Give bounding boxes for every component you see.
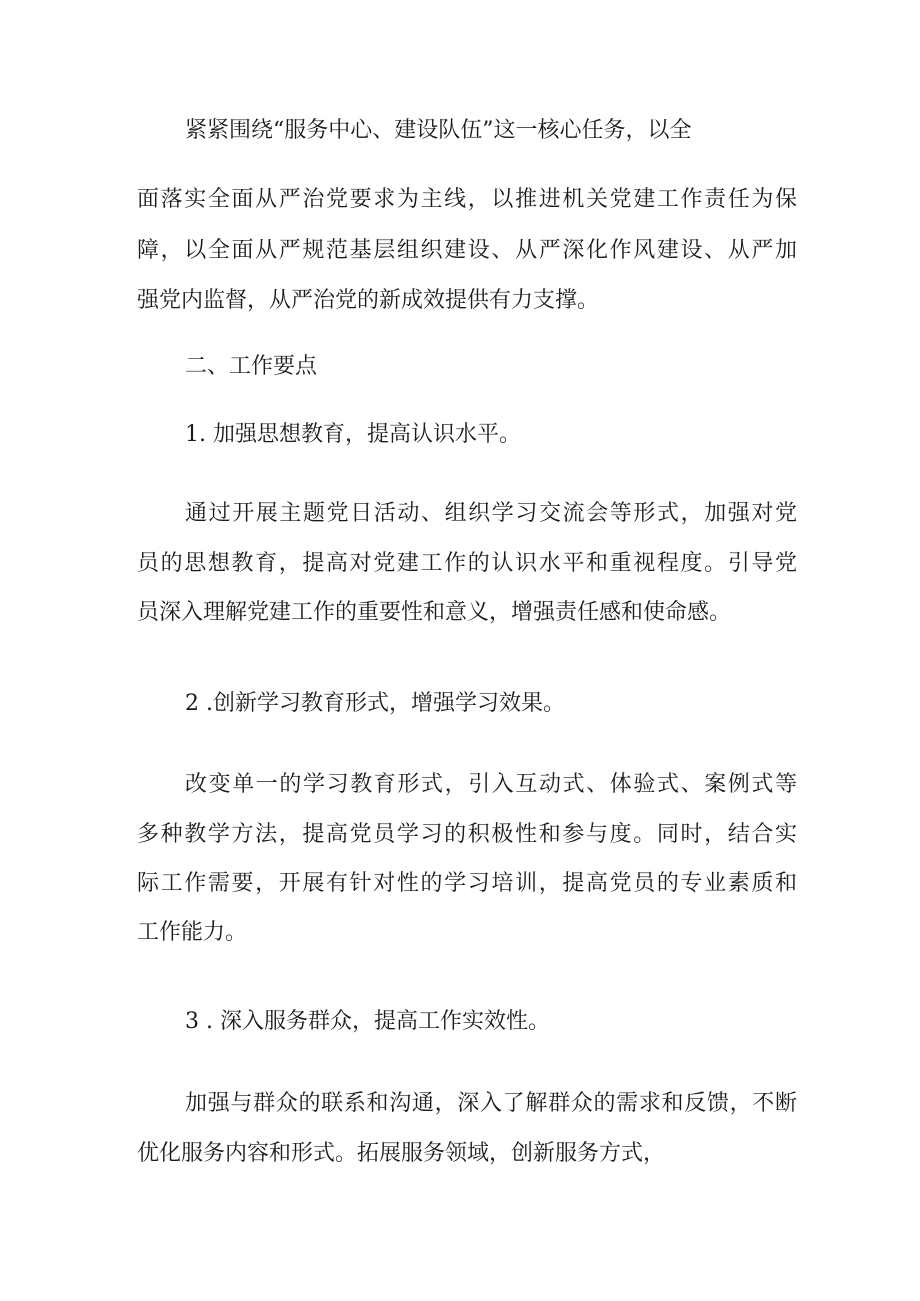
paragraph-line: 员深入理解党建工作的重要性和意义，增强责任感和使命感。 bbox=[137, 600, 732, 625]
paragraph-line: 面落实全面从严治党要求为主线，以推进机关党建工作责任为保 bbox=[137, 187, 797, 212]
paragraph-line: 通过开展主题党日活动、组织学习交流会等形式，加强对党 bbox=[185, 501, 797, 526]
point-heading: 3 . 深入服务群众，提高工作实效性。 bbox=[185, 1009, 550, 1034]
point-heading: 2 .创新学习教育形式，增强学习效果。 bbox=[185, 691, 565, 716]
paragraph-line: 紧紧围绕“服务中心、建设队伍”这一核心任务，以全 bbox=[185, 118, 692, 143]
point-heading: 1. 加强思想教育，提高认识水平。 bbox=[185, 422, 521, 447]
paragraph-line: 际工作需要，开展有针对性的学习培训，提高党员的专业素质和 bbox=[137, 871, 797, 896]
paragraph-line: 优化服务内容和形式。拓展服务领域，创新服务方式， bbox=[137, 1141, 666, 1166]
paragraph-line: 员的思想教育，提高对党建工作的认识水平和重视程度。引导党 bbox=[137, 551, 797, 576]
section-heading: 二、工作要点 bbox=[185, 354, 318, 379]
paragraph-line: 障，以全面从严规范基层组织建设、从严深化作风建设、从严加 bbox=[137, 238, 797, 263]
paragraph-line: 强党内监督，从严治党的新成效提供有力支撑。 bbox=[137, 288, 600, 313]
paragraph-line: 改变单一的学习教育形式，引入互动式、体验式、案例式等 bbox=[185, 772, 797, 797]
paragraph-line: 加强与群众的联系和沟通，深入了解群众的需求和反馈，不断 bbox=[185, 1091, 797, 1116]
paragraph-line: 工作能力。 bbox=[137, 920, 248, 945]
paragraph-line: 多种教学方法，提高党员学习的积极性和参与度。同时，结合实 bbox=[137, 822, 797, 847]
